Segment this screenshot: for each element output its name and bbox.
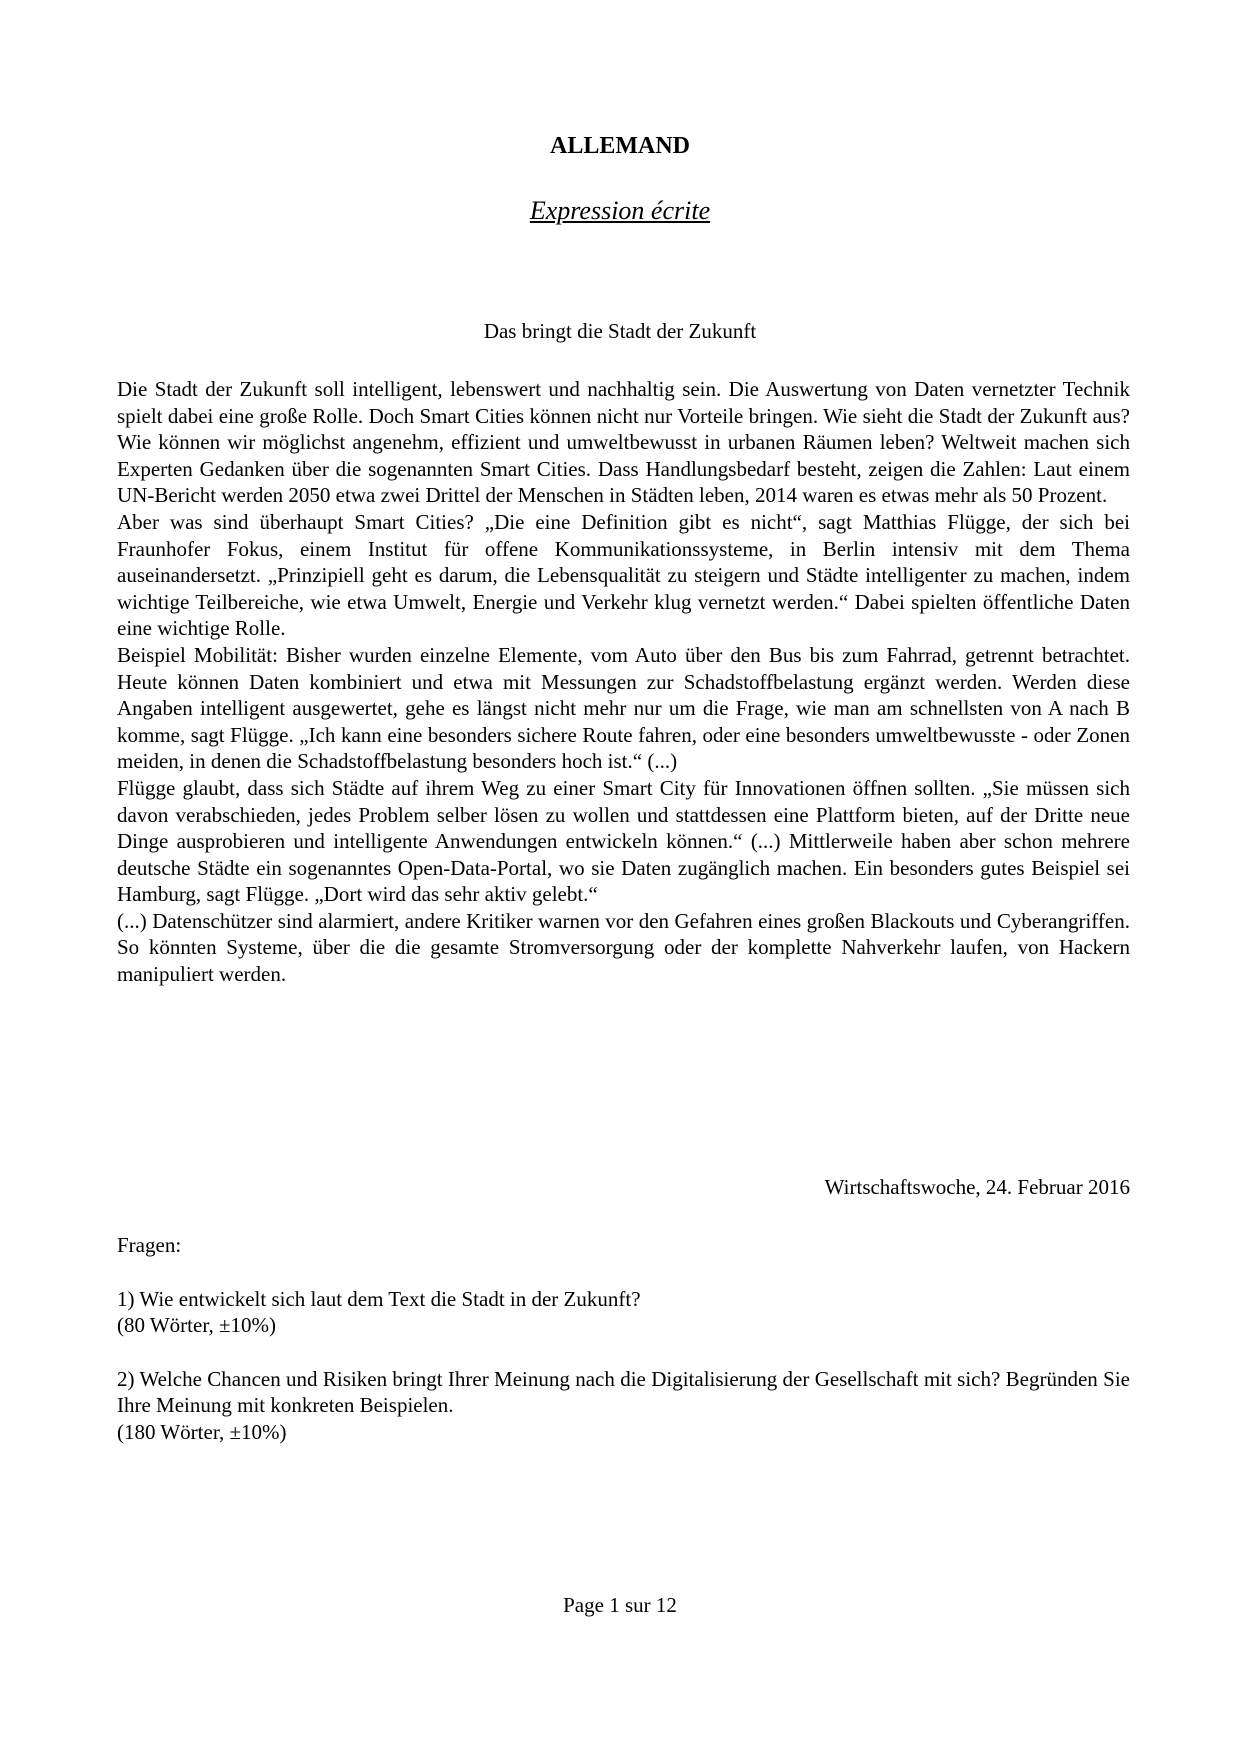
document-title: ALLEMAND xyxy=(549,133,690,159)
document-subtitle: Expression écrite xyxy=(529,196,711,225)
questions-section xyxy=(117,1232,1130,1446)
question-1-limit: (80 Wörter, ±10%) xyxy=(117,1313,276,1338)
question-2-text: 2) Welche Chancen und Risiken bringt Ihrer Meinung nach die Digitalisierung der Gesellschaft mit sich? Begründen Sie Ihre Meinung mit konkreten Beispielen. xyxy=(117,1366,1130,1418)
article-title: Das bringt die Stadt der Zukunft xyxy=(483,319,757,343)
article-paragraph: Aber was sind überhaupt Smart Cities? „Die eine Definition gibt es nicht“, sagt Matthias Flügge, der sich bei Fraunhofer Fokus, einem Institut für offene Kommunikationssysteme, in Berlin intensiv mit dem Thema auseinandersetzt. „Prinzipiell geht es darum, die Lebensqualität zu steigern und Städte intelligenter zu machen, indem wichtige Teilbereiche, wie etwa Umwelt, Energie und Verkehr klug vernetzt werden.“ Dabei spielten öffentliche Daten eine wichtige Rolle. xyxy=(117,509,1130,641)
question-2-limit: (180 Wörter, ±10%) xyxy=(117,1419,287,1444)
article-paragraph: Die Stadt der Zukunft soll intelligent, lebenswert und nachhaltig sein. Die Auswertung von Daten vernetzter Technik spielt dabei eine große Rolle. Doch Smart Cities können nicht nur Vorteile bringen. Wie sieht die Stadt der Zukunft aus? Wie können wir möglichst angenehm, effizient und umweltbewusst in urbanen Räumen leben? Weltweit machen sich Experten Gedanken über die sogenannten Smart Cities. Dass Handlungsbedarf besteht, zeigen die Zahlen: Laut einem UN-Bericht werden 2050 etwa zwei Drittel der Menschen in Städten leben, 2014 waren es etwas mehr als 50 Prozent. xyxy=(117,377,1130,508)
article-paragraph: Flügge glaubt, dass sich Städte auf ihrem Weg zu einer Smart City für Innovationen öffnen sollten. „Sie müssen sich davon verabschieden, jedes Problem selber lösen zu wollen und stattdessen eine Plattform bieten, auf der Dritte neue Dinge ausprobieren und intelligente Anwendungen entwickeln können.“ (...) Mittlerweile haben aber schon mehrere deutsche Städte ein sogenanntes Open-Data-Portal, wo sie Daten zugänglich machen. Ein besonders gutes Beispiel sei Hamburg, sagt Flügge. „Dort wird das sehr aktiv gelebt.“ xyxy=(117,775,1130,907)
article-paragraph: (...) Datenschützer sind alarmiert, andere Kritiker warnen vor den Gefahren eines großen Blackouts und Cyberangriffen. So könnten Systeme, über die die gesamte Stromversorgung oder der komplette Nahverkehr laufen, von Hackern manipuliert werden. xyxy=(117,908,1130,987)
article-source: Wirtschaftswoche, 24. Februar 2016 xyxy=(824,1175,1130,1199)
questions-heading: Fragen: xyxy=(117,1233,182,1257)
article-paragraph: Beispiel Mobilität: Bisher wurden einzelne Elemente, vom Auto über den Bus bis zum Fahrrad, getrennt betrachtet. Heute können Daten kombiniert und etwa mit Messungen zur Schadstoffbelastung ergänzt werden. Werden diese Angaben intelligent ausgewertet, gehe es längst nicht mehr nur um die Frage, wie man am schnellsten von A nach B komme, sagt Flügge. „Ich kann eine besonders sichere Route fahren, oder eine besonders umweltbewusste - oder Zonen meiden, in denen die Schadstoffbelastung besonders hoch ist.“ (...) xyxy=(117,642,1130,774)
page-number: Page 1 sur 12 xyxy=(563,1593,677,1617)
question-1-text: 1) Wie entwickelt sich laut dem Text die Stadt in der Zukunft? xyxy=(117,1286,641,1311)
article-body xyxy=(117,376,1130,988)
